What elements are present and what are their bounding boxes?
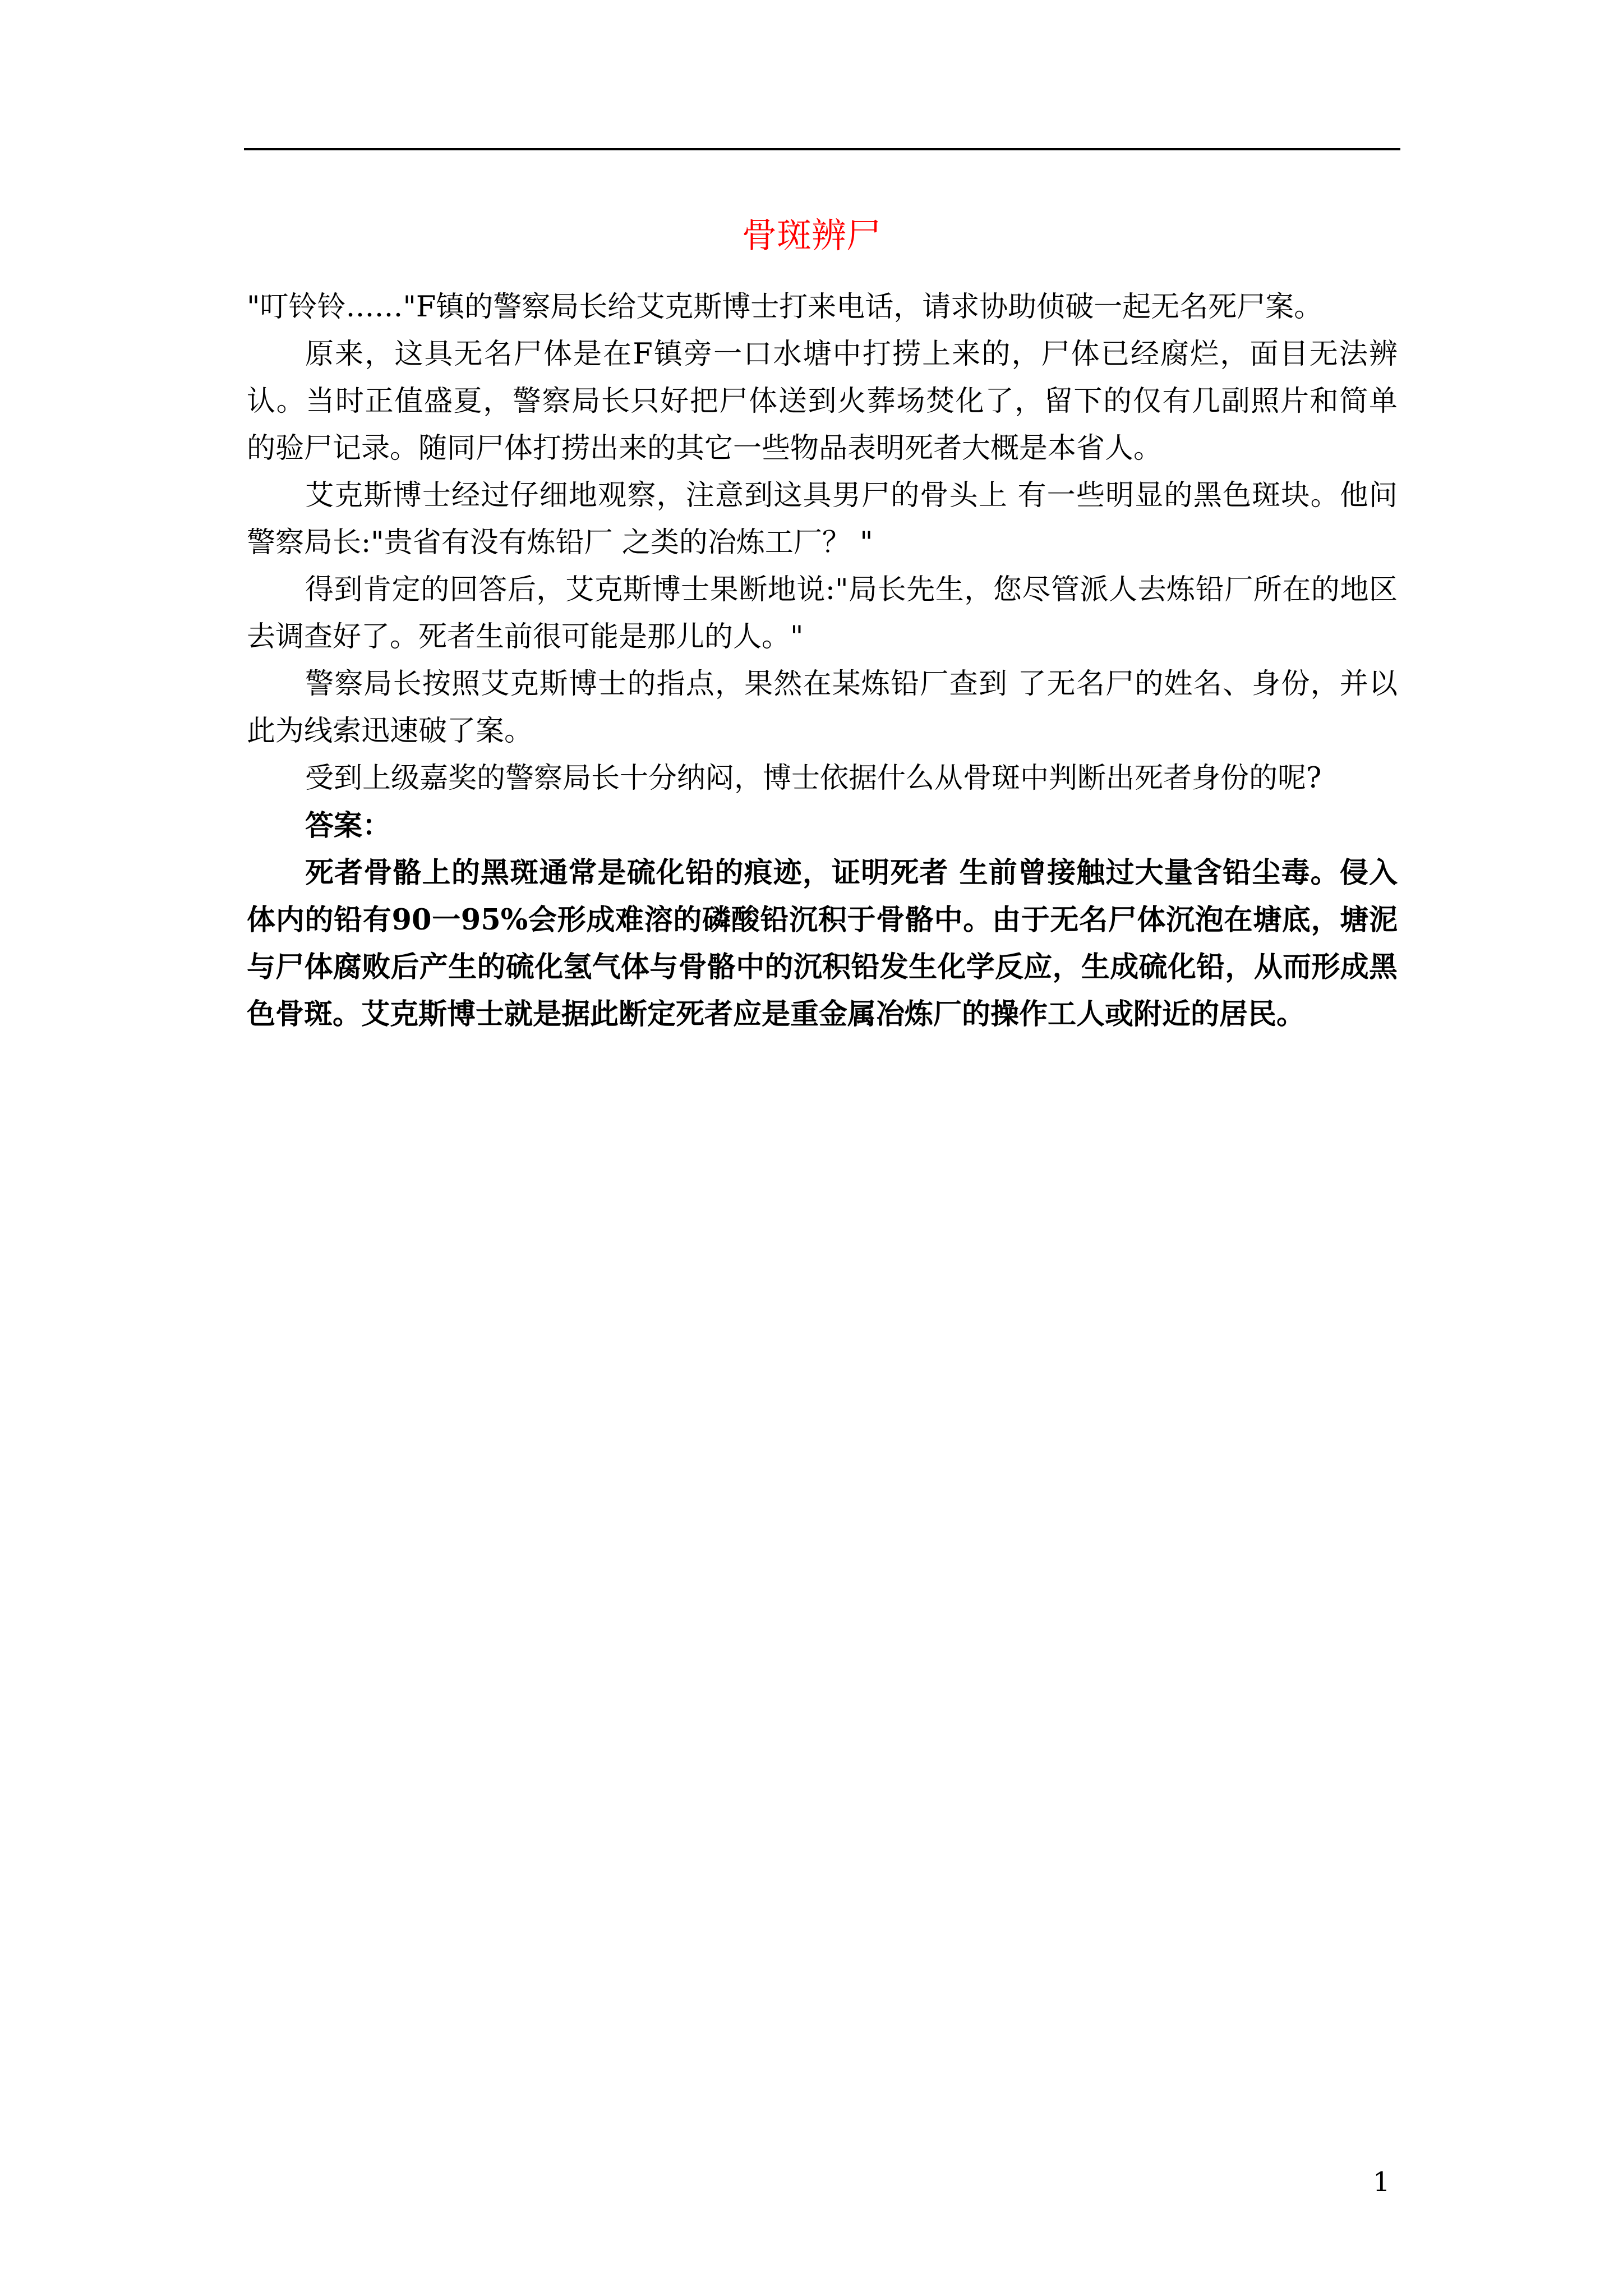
paragraph-observation: 艾克斯博士经过仔细地观察，注意到这具男尸的骨头上 有一些明显的黑色斑块。他问警察局长:"贵省有没有炼铅厂 之类的冶炼工厂？ " xyxy=(247,479,1398,559)
paragraph-conclusion: 得到肯定的回答后，艾克斯博士果断地说:"局长先生，您尽管派人去炼铅厂所在的地区去调查好了。死者生前很可能是那儿的人。" xyxy=(247,573,1398,654)
answer-label: 答案： xyxy=(305,809,391,843)
page-number: 1 xyxy=(1373,2166,1390,2198)
header-rule xyxy=(244,148,1400,150)
paragraph-case-solved: 警察局长按照艾克斯博士的指点，果然在某炼铅厂查到 了无名尸的姓名、身份，并以此为线索迅速破了案。 xyxy=(247,668,1398,748)
answer-text: 死者骨骼上的黑斑通常是硫化铅的痕迹，证明死者 生前曾接触过大量含铅尘毒。侵入体内的铅有90一95%会形成难溶的磷酸铅沉积于骨骼中。由于无名尸体沉泡在塘底，塘泥与尸体腐败后产生的硫化氢气体与骨骼中的沉积铅发生化学反应，生成硫化铅，从而形成黑色骨斑。艾克斯博士就是据此断定死者应是重金属冶炼厂的操作工人或附近的居民。 xyxy=(247,856,1398,1031)
paragraph-case-background: 原来，这具无名尸体是在F镇旁一口水塘中打捞上来的，尸体已经腐烂，面目无法辨认。当时正值盛夏，警察局长只好把尸体送到火葬场焚化了，留下的仅有几副照片和简单 的验尸记录。随同尸体打捞出来的其它一些物品表明死者大概是本省人。 xyxy=(247,338,1398,465)
document-title: 骨斑辨尸 xyxy=(741,215,881,256)
document-body xyxy=(247,284,1398,1038)
paragraph-question: 受到上级嘉奖的警察局长十分纳闷，博士依据什么从骨斑中判断出死者身份的呢? xyxy=(305,762,1322,795)
paragraph-phone-call: "叮铃铃……"F镇的警察局长给艾克斯博士打来电话，请求协助侦破一起无名死尸案。 xyxy=(247,291,1323,324)
